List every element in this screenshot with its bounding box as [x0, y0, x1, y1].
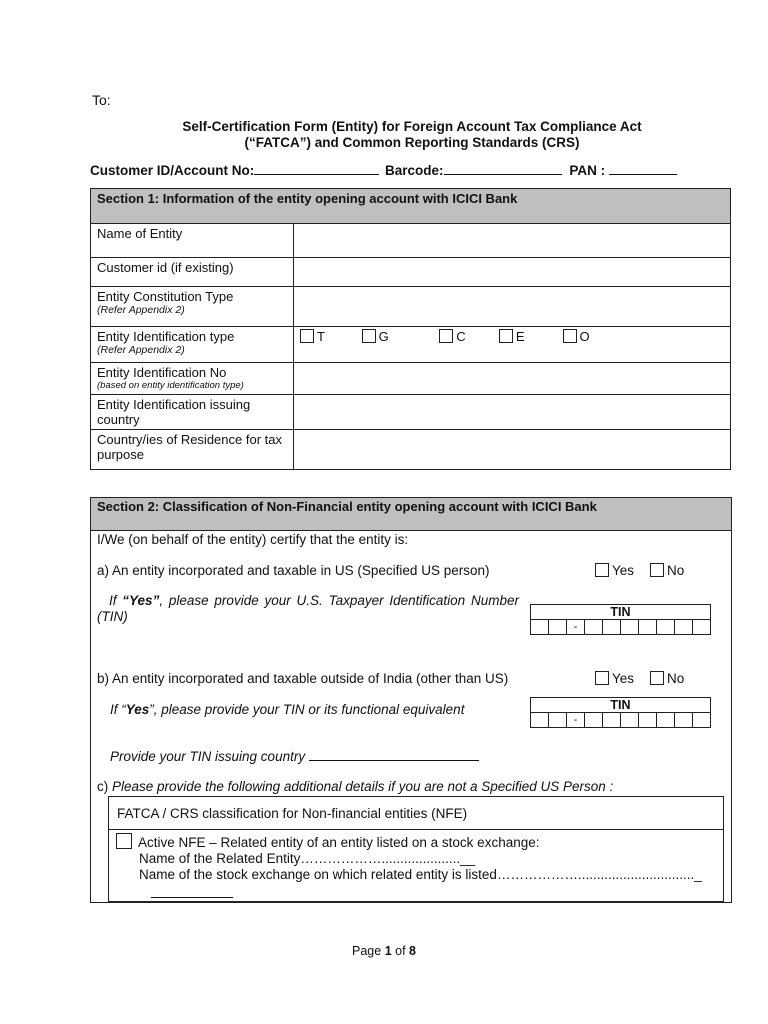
row-country-of-residence: Country/ies of Residence for tax purpose	[91, 430, 294, 470]
question-b-instruction: If “Yes”, please provide your TIN or its functional equivalent	[110, 702, 465, 717]
stock-exchange-field[interactable]: Name of the stock exchange on which related entity is listed………………..............................._	[139, 867, 702, 882]
question-b-yes[interactable]: Yes	[595, 671, 634, 686]
question-c: c) Please provide the following additional details if you are not a Specified US Person :	[97, 779, 614, 794]
issuing-country-field[interactable]	[294, 395, 731, 430]
row-issuing-country: Entity Identification issuing country	[91, 395, 294, 430]
option-c[interactable]: C	[439, 329, 495, 344]
row-name-of-entity: Name of Entity	[91, 224, 294, 258]
row-customer-id: Customer id (if existing)	[91, 258, 294, 287]
country-of-residence-field[interactable]	[294, 430, 731, 470]
tin-grid-b[interactable]: TIN -	[530, 697, 711, 728]
checkbox[interactable]	[563, 329, 577, 343]
checkbox[interactable]	[595, 563, 609, 577]
nfe-heading: FATCA / CRS classification for Non-financial entities (NFE)	[109, 797, 723, 830]
question-a-instruction: If “Yes”, please provide your U.S. Taxpayer Identification Number (TIN)	[97, 593, 519, 624]
underline-continuation	[151, 897, 233, 898]
active-nfe-checkbox[interactable]	[116, 833, 132, 849]
checkbox[interactable]	[499, 329, 513, 343]
active-nfe-option: Active NFE – Related entity of an entity listed on a stock exchange: Name of the Related Entity……………….....................__ Name of the stock exchange on which related entity is listed………………..............................._	[116, 833, 702, 883]
barcode-label: Barcode:	[385, 163, 444, 178]
section1-heading: Section 1: Information of the entity opening account with ICICI Bank	[91, 189, 731, 224]
section1-table	[90, 188, 731, 470]
related-entity-field[interactable]: Name of the Related Entity……………….....................__	[139, 851, 476, 866]
checkbox[interactable]	[362, 329, 376, 343]
checkbox[interactable]	[300, 329, 314, 343]
question-a: a) An entity incorporated and taxable in US (Specified US person)	[97, 563, 490, 578]
to-label: To:	[92, 92, 111, 108]
option-g[interactable]: G	[362, 329, 436, 344]
option-o[interactable]: O	[563, 329, 590, 344]
page-number: Page 1 of 8	[352, 944, 416, 958]
tin-header: TIN	[531, 698, 711, 713]
question-b: b) An entity incorporated and taxable outside of India (other than US)	[97, 671, 509, 686]
certify-statement: I/We (on behalf of the entity) certify that the entity is:	[97, 532, 409, 547]
checkbox[interactable]	[439, 329, 453, 343]
customer-id-existing-field[interactable]	[294, 258, 731, 287]
tin-issuing-country: Provide your TIN issuing country	[110, 748, 479, 764]
appendix-note: (Refer Appendix 2)	[97, 344, 185, 356]
form-title-line1: Self-Certification Form (Entity) for Foreign Account Tax Compliance Act	[182, 119, 642, 134]
barcode-field[interactable]	[444, 162, 562, 175]
identification-type-note: (based on entity identification type)	[97, 380, 244, 391]
identifier-line	[90, 162, 677, 178]
pan-label: PAN :	[569, 163, 606, 178]
checkbox[interactable]	[595, 671, 609, 685]
name-of-entity-field[interactable]	[294, 224, 731, 258]
tin-grid-a[interactable]: TIN -	[530, 604, 711, 635]
row-identification-type: Entity Identification type (Refer Appendix 2)	[91, 327, 294, 363]
appendix-note: (Refer Appendix 2)	[97, 304, 185, 316]
form-title-line2: (“FATCA”) and Common Reporting Standards (CRS)	[244, 135, 580, 150]
tin-header: TIN	[531, 605, 711, 620]
checkbox[interactable]	[650, 671, 664, 685]
customer-id-field[interactable]	[254, 162, 379, 175]
customer-id-label: Customer ID/Account No:	[90, 163, 255, 178]
pan-field[interactable]	[609, 162, 677, 175]
row-identification-no: Entity Identification No (based on entity identification type)	[91, 363, 294, 395]
section2-heading: Section 2: Classification of Non-Financial entity opening account with ICICI Bank	[91, 498, 731, 531]
question-a-yes[interactable]: Yes	[595, 563, 634, 578]
option-e[interactable]: E	[499, 329, 559, 344]
constitution-type-field[interactable]	[294, 287, 731, 327]
tin-issuing-country-field[interactable]	[309, 748, 479, 761]
row-constitution-type: Entity Constitution Type (Refer Appendix 2)	[91, 287, 294, 327]
question-a-no[interactable]: No	[650, 563, 684, 578]
option-t[interactable]: T	[300, 329, 358, 344]
identification-no-field[interactable]	[294, 363, 731, 395]
question-b-no[interactable]: No	[650, 671, 684, 686]
checkbox[interactable]	[650, 563, 664, 577]
identification-type-options	[294, 327, 731, 363]
